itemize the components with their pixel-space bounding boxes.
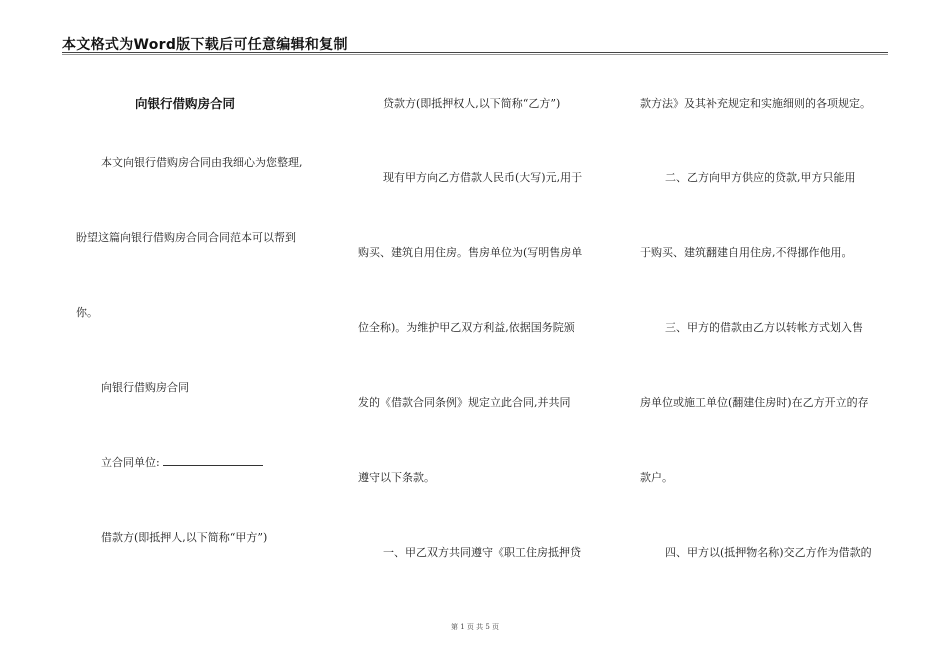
paragraph-line: 贷款方(即抵押权人,以下简称“乙方”) [383,97,561,110]
contract-title: 向银行借购房合同 [135,96,236,111]
paragraph-line: 本文向银行借购房合同由我细心为您整理, [101,156,303,169]
paragraph-line: 盼望这篇向银行借购房合同合同范本可以帮到 [76,231,296,244]
paragraph-line: 三、甲方的借款由乙方以转帐方式划入售 [665,321,863,334]
fill-in-blank [163,455,263,466]
paragraph-line: 四、甲方以(抵押物名称)交乙方作为借款的 [665,546,872,559]
paragraph-line: 一、甲乙双方共同遵守《职工住房抵押贷 [383,546,581,559]
document-header-title: 本文格式为Word版下载后可任意编辑和复制 [62,37,348,53]
paragraph-line: 款户。 [640,471,673,484]
paragraph-line: 款方法》及其补充规定和实施细则的各项规定。 [640,97,871,110]
page-number: 第 1 页 共 5 页 [450,623,500,631]
header-divider [62,52,888,53]
paragraph-line: 二、乙方向甲方供应的贷款,甲方只能用 [665,171,856,184]
paragraph-line: 于购买、建筑翻建自用住房,不得挪作他用。 [640,246,853,259]
paragraph-line: 现有甲方向乙方借款人民币(大写)元,用于 [383,171,583,184]
paragraph-line: 遵守以下条款。 [358,471,435,484]
paragraph-line: 你。 [76,306,98,319]
contract-party-field [101,454,263,470]
paragraph-line: 房单位或施工单位(翻建住房时)在乙方开立的存 [640,396,869,409]
paragraph-line: 位全称)。为维护甲乙双方利益,依据国务院颁 [358,321,575,334]
header-divider-secondary [62,54,888,55]
field-label: 立合同单位: [101,456,160,469]
paragraph-line: 向银行借购房合同 [101,381,189,394]
paragraph-line: 借款方(即抵押人,以下简称“甲方”) [101,531,268,544]
paragraph-line: 购买、建筑自用住房。售房单位为(写明售房单 [358,246,583,259]
paragraph-line: 发的《借款合同条例》规定立此合同,并共同 [358,396,571,409]
